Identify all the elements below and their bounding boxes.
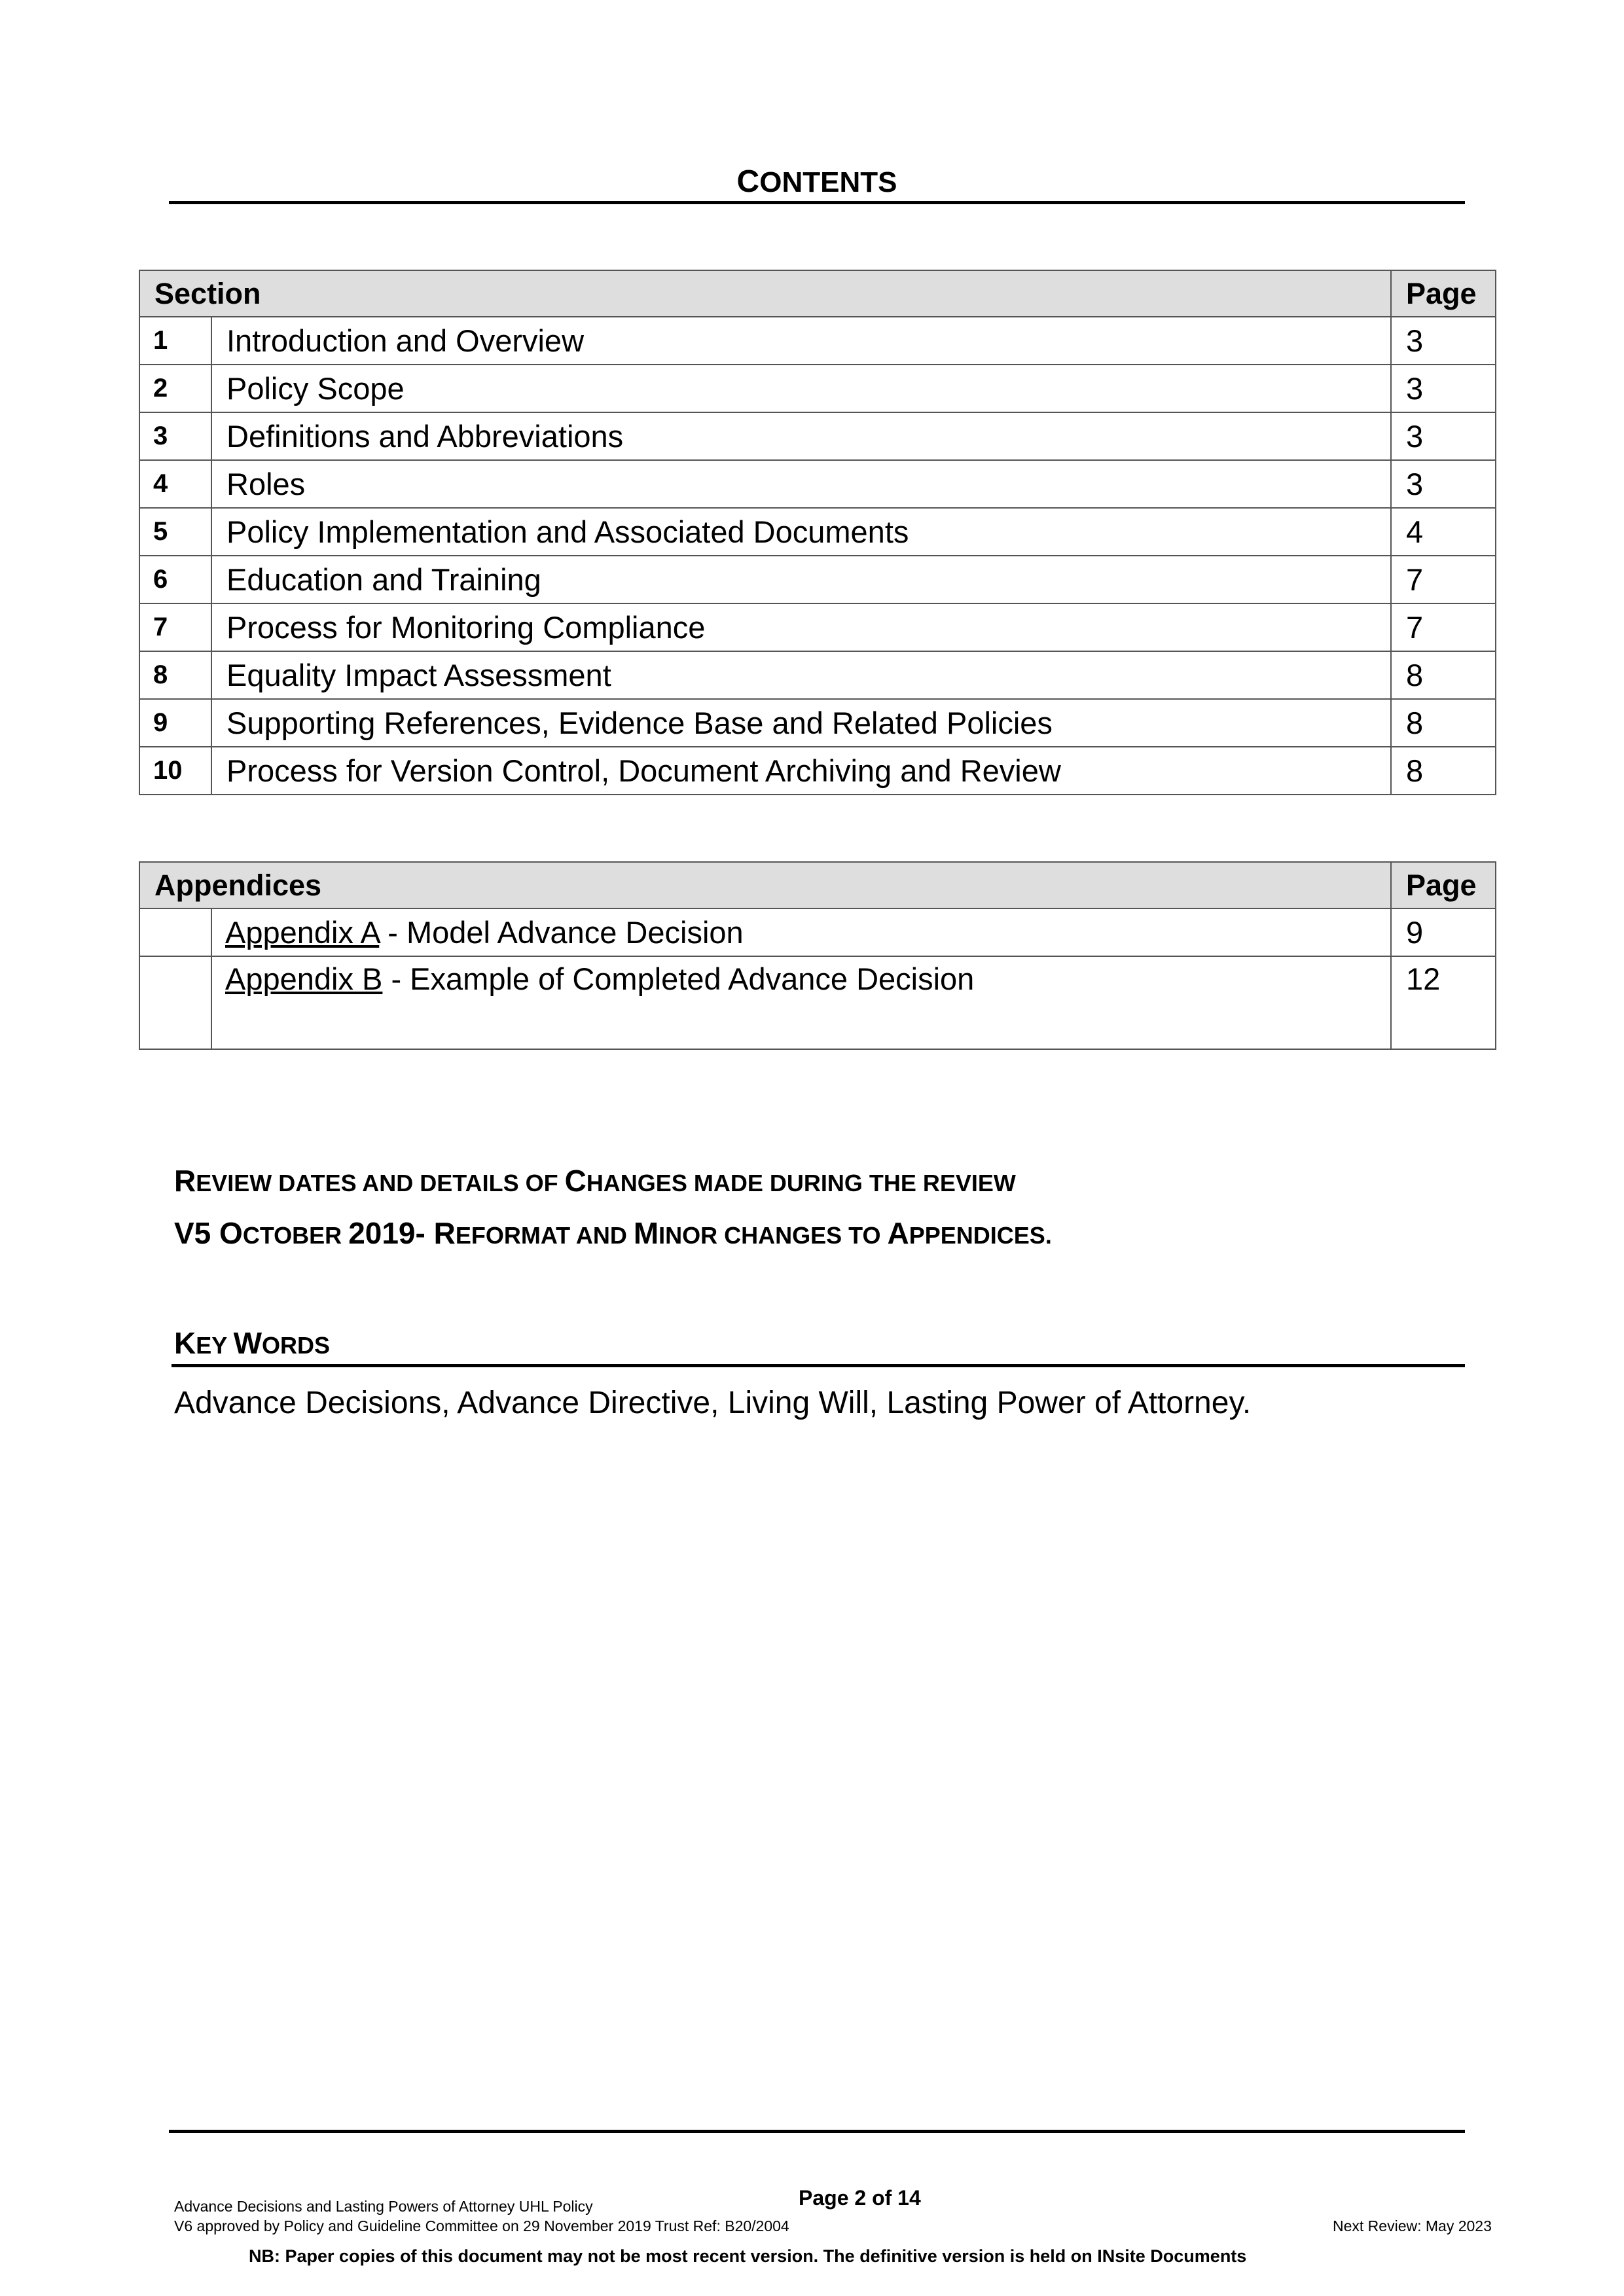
footer-next-review: Next Review: May 2023 bbox=[1333, 2217, 1492, 2234]
section-title: Roles bbox=[211, 460, 1391, 508]
table-row bbox=[139, 747, 1496, 795]
table-row bbox=[139, 556, 1496, 603]
sections-table-header bbox=[139, 270, 1496, 317]
key-words-text: Advance Decisions, Advance Directive, Living Will, Lasting Power of Attorney. bbox=[174, 1386, 1252, 1420]
table-row bbox=[139, 908, 1496, 956]
footer-approval: V6 approved by Policy and Guideline Committee on 29 November 2019 Trust Ref: B20/2004 bbox=[174, 2217, 789, 2234]
footer-rule bbox=[169, 2130, 1465, 2133]
section-number: 6 bbox=[139, 556, 211, 603]
footer-page-number: Page 2 of 14 bbox=[799, 2186, 921, 2210]
table-row bbox=[139, 508, 1496, 556]
table-row bbox=[139, 603, 1496, 651]
review-heading: REVIEW DATES AND DETAILS OF CHANGES MADE DURING THE REVIEW bbox=[174, 1164, 1016, 1198]
appendix-title: Appendix A - Model Advance Decision bbox=[211, 908, 1391, 956]
table-row bbox=[139, 651, 1496, 699]
contents-title: CONTENTS bbox=[736, 164, 897, 199]
sections-table bbox=[139, 270, 1496, 795]
section-number: 8 bbox=[139, 651, 211, 699]
page-column-header: Page bbox=[1391, 862, 1496, 908]
appendix-a-link[interactable]: Appendix A bbox=[225, 915, 380, 950]
appendices-table-header bbox=[139, 862, 1496, 908]
table-row bbox=[139, 317, 1496, 365]
section-number: 4 bbox=[139, 460, 211, 508]
section-page: 3 bbox=[1391, 365, 1496, 412]
section-title: Equality Impact Assessment bbox=[211, 651, 1391, 699]
section-title: Process for Monitoring Compliance bbox=[211, 603, 1391, 651]
table-row bbox=[139, 956, 1496, 1049]
section-title: Introduction and Overview bbox=[211, 317, 1391, 365]
appendix-page: 12 bbox=[1391, 956, 1496, 1049]
section-page: 8 bbox=[1391, 651, 1496, 699]
section-title: Policy Implementation and Associated Documents bbox=[211, 508, 1391, 556]
table-row bbox=[139, 460, 1496, 508]
section-page: 3 bbox=[1391, 412, 1496, 460]
section-page: 3 bbox=[1391, 317, 1496, 365]
footer-title: Advance Decisions and Lasting Powers of Attorney UHL Policy bbox=[174, 2198, 593, 2215]
appendix-title: Appendix B - Example of Completed Advance Decision bbox=[211, 956, 1391, 1049]
section-title: Supporting References, Evidence Base and Related Policies bbox=[211, 699, 1391, 747]
table-row bbox=[139, 365, 1496, 412]
section-page: 4 bbox=[1391, 508, 1496, 556]
section-number: 5 bbox=[139, 508, 211, 556]
empty-cell bbox=[139, 908, 211, 956]
section-title: Process for Version Control, Document Archiving and Review bbox=[211, 747, 1391, 795]
table-row bbox=[139, 699, 1496, 747]
section-number: 10 bbox=[139, 747, 211, 795]
appendices-column-header: Appendices bbox=[139, 862, 1391, 908]
page-column-header: Page bbox=[1391, 270, 1496, 317]
empty-cell bbox=[139, 956, 211, 1049]
key-words-rule bbox=[171, 1364, 1465, 1367]
section-page: 8 bbox=[1391, 747, 1496, 795]
section-title: Education and Training bbox=[211, 556, 1391, 603]
appendices-table bbox=[139, 861, 1496, 1050]
section-number: 9 bbox=[139, 699, 211, 747]
review-version-line: V5 OCTOBER 2019- REFORMAT AND MINOR CHANGES TO APPENDICES. bbox=[174, 1216, 1052, 1250]
table-row bbox=[139, 412, 1496, 460]
section-page: 8 bbox=[1391, 699, 1496, 747]
section-number: 1 bbox=[139, 317, 211, 365]
section-page: 7 bbox=[1391, 556, 1496, 603]
section-page: 7 bbox=[1391, 603, 1496, 651]
section-title: Policy Scope bbox=[211, 365, 1391, 412]
title-rule bbox=[169, 201, 1465, 204]
section-number: 7 bbox=[139, 603, 211, 651]
section-title: Definitions and Abbreviations bbox=[211, 412, 1391, 460]
footer-nb-note: NB: Paper copies of this document may not be most recent version. The definitive version is held on INsite Documents bbox=[249, 2246, 1247, 2266]
section-page: 3 bbox=[1391, 460, 1496, 508]
appendix-page: 9 bbox=[1391, 908, 1496, 956]
section-number: 2 bbox=[139, 365, 211, 412]
key-words-heading: KEY WORDS bbox=[174, 1326, 331, 1360]
appendix-b-link[interactable]: Appendix B bbox=[225, 961, 383, 996]
section-column-header: Section bbox=[139, 270, 1391, 317]
section-number: 3 bbox=[139, 412, 211, 460]
